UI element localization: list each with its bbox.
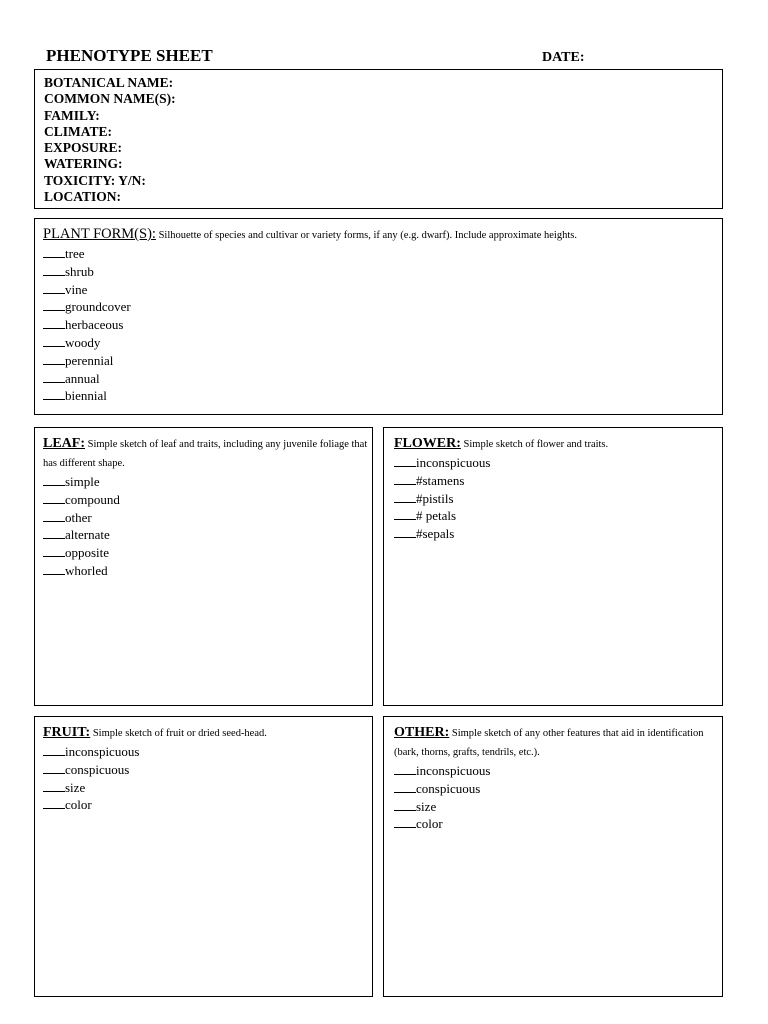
- item-label: color: [416, 816, 443, 832]
- plant-form-section: [34, 218, 723, 415]
- checklist-item: [43, 544, 372, 562]
- checklist-item: [394, 525, 722, 543]
- checklist-item: [394, 798, 722, 816]
- other-heading: [394, 723, 722, 761]
- item-label: #stamens: [416, 472, 465, 488]
- location-label: LOCATION:: [44, 189, 122, 205]
- checklist-item: [43, 334, 722, 352]
- checklist-item: [43, 509, 372, 527]
- check-blank: [394, 526, 416, 538]
- item-label: inconspicuous: [416, 763, 491, 778]
- item-label: alternate: [65, 527, 110, 543]
- item-label: tree: [65, 246, 85, 261]
- item-label: perennial: [65, 352, 114, 368]
- family-label: FAMILY:: [44, 107, 100, 123]
- plant-form-description: Silhouette of species and cultivar or variety forms, if any (e.g. dwarf). Include approximate heights.: [155, 230, 577, 241]
- check-blank: [394, 508, 416, 520]
- item-label: groundcover: [65, 299, 131, 315]
- checklist-item: [43, 491, 372, 509]
- item-label: conspicuous: [65, 761, 130, 777]
- check-blank: [43, 563, 65, 575]
- other-description: Simple sketch of any other features that aid in identification (bark, thorns, grafts, tendrils, etc.).: [394, 728, 704, 758]
- checklist-item: [394, 780, 722, 798]
- check-blank: [43, 474, 65, 486]
- check-blank: [43, 762, 65, 774]
- date-label: DATE:: [542, 50, 585, 65]
- item-label: annual: [65, 370, 100, 386]
- checklist-item: [394, 454, 722, 472]
- flower-section: [383, 427, 723, 706]
- checklist-item: [43, 263, 722, 281]
- flower-description: Simple sketch of flower and traits.: [460, 439, 609, 450]
- item-label: #pistils: [416, 490, 454, 506]
- item-label: # petals: [416, 508, 457, 524]
- checklist-item: [394, 507, 722, 525]
- item-label: whorled: [65, 562, 108, 578]
- check-blank: [43, 353, 65, 365]
- check-blank: [43, 510, 65, 522]
- checklist-item: [43, 298, 722, 316]
- checklist-item: [394, 472, 722, 490]
- item-label: inconspicuous: [65, 744, 140, 759]
- climate-label: CLIMATE:: [44, 123, 113, 139]
- item-label: biennial: [65, 388, 107, 404]
- leaf-heading: [43, 434, 372, 472]
- leaf-list: [43, 473, 372, 580]
- check-blank: [43, 335, 65, 347]
- check-blank: [394, 763, 416, 775]
- leaf-description: Simple sketch of leaf and traits, including any juvenile foliage that has different shape.: [43, 439, 368, 469]
- check-blank: [43, 371, 65, 383]
- checklist-item: [43, 743, 372, 761]
- plant-info-box: [34, 69, 723, 209]
- item-label: compound: [65, 491, 120, 507]
- item-label: simple: [65, 474, 100, 489]
- flower-title: FLOWER:: [394, 436, 461, 451]
- check-blank: [43, 264, 65, 276]
- item-label: color: [65, 797, 92, 813]
- check-blank: [43, 299, 65, 311]
- checklist-item: [43, 245, 722, 263]
- toxicity-label: TOXICITY: Y/N:: [44, 172, 146, 188]
- checklist-item: [43, 761, 372, 779]
- other-section: [383, 716, 723, 997]
- check-blank: [43, 388, 65, 400]
- item-label: opposite: [65, 545, 110, 561]
- plant-form-list: [43, 245, 722, 405]
- checklist-item: [43, 387, 722, 405]
- watering-label: WATERING:: [44, 156, 123, 172]
- flower-heading: [394, 434, 722, 453]
- flower-list: [394, 454, 722, 543]
- fruit-list: [43, 743, 372, 814]
- fruit-title: FRUIT:: [43, 725, 91, 740]
- fruit-heading: [43, 723, 372, 742]
- plant-form-heading: [43, 225, 722, 244]
- exposure-label: EXPOSURE:: [44, 140, 123, 156]
- common-name-label: COMMON NAME(S):: [44, 91, 176, 107]
- item-label: size: [65, 779, 86, 795]
- check-blank: [43, 545, 65, 557]
- checklist-item: [43, 796, 372, 814]
- item-label: #sepals: [416, 526, 455, 542]
- check-blank: [43, 282, 65, 294]
- checklist-item: [394, 490, 722, 508]
- checklist-item: [43, 562, 372, 580]
- item-label: woody: [65, 334, 101, 350]
- item-label: inconspicuous: [416, 455, 491, 470]
- checklist-item: [394, 762, 722, 780]
- check-blank: [394, 473, 416, 485]
- check-blank: [394, 781, 416, 793]
- fruit-section: [34, 716, 373, 997]
- leaf-title: LEAF:: [43, 436, 85, 451]
- checklist-item: [43, 370, 722, 388]
- checklist-item: [43, 526, 372, 544]
- checklist-item: [43, 779, 372, 797]
- check-blank: [394, 455, 416, 467]
- plant-form-title: PLANT FORM(S): [43, 226, 152, 242]
- item-label: herbaceous: [65, 317, 124, 333]
- plant-form-colon: :: [151, 226, 156, 242]
- item-label: other: [65, 509, 92, 525]
- item-label: vine: [65, 281, 88, 297]
- checklist-item: [43, 352, 722, 370]
- checklist-item: [43, 316, 722, 334]
- leaf-section: [34, 427, 373, 706]
- checklist-item: [43, 281, 722, 299]
- checklist-item: [43, 473, 372, 491]
- item-label: size: [416, 798, 437, 814]
- checklist-item: [394, 815, 722, 833]
- check-blank: [43, 527, 65, 539]
- item-label: conspicuous: [416, 780, 481, 796]
- page-title: PHENOTYPE SHEET: [46, 46, 213, 65]
- check-blank: [394, 491, 416, 503]
- check-blank: [394, 816, 416, 828]
- other-title: OTHER:: [394, 725, 450, 740]
- check-blank: [43, 246, 65, 258]
- check-blank: [43, 317, 65, 329]
- check-blank: [43, 797, 65, 809]
- botanical-name-label: BOTANICAL NAME:: [44, 75, 174, 90]
- check-blank: [43, 780, 65, 792]
- check-blank: [394, 799, 416, 811]
- fruit-description: Simple sketch of fruit or dried seed-head.: [90, 728, 267, 739]
- item-label: shrub: [65, 263, 94, 279]
- check-blank: [43, 492, 65, 504]
- check-blank: [43, 744, 65, 756]
- other-list: [394, 762, 722, 833]
